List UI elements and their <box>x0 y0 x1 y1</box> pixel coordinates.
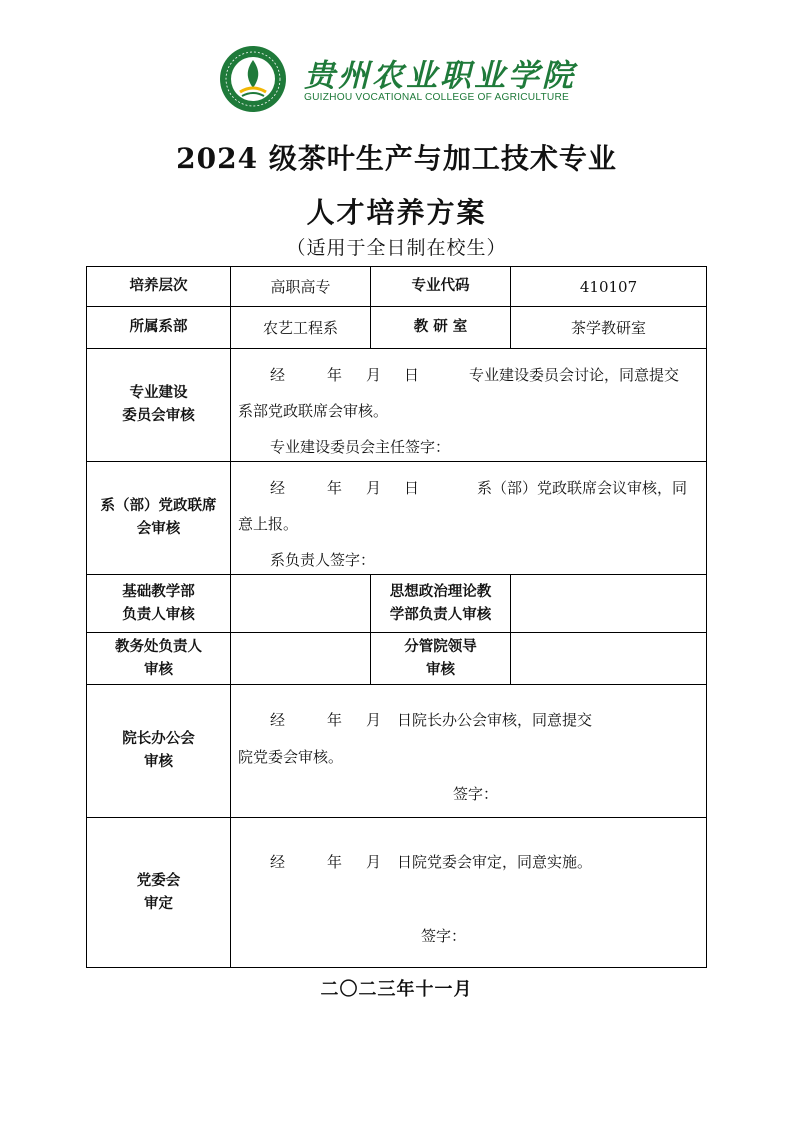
party-committee-label <box>87 818 231 967</box>
committee-label-line1: 专业建设 <box>129 385 188 401</box>
dept-meeting-yue: 月 <box>366 479 382 497</box>
committee-text-line2: 系部党政联席会审核。 <box>238 402 389 420</box>
president-sign: 签字： <box>453 785 499 803</box>
level-value: 高职高专 <box>231 267 371 307</box>
basic-dept-label-line1: 基础教学部 <box>122 583 195 600</box>
ideology-dept-label-line1: 思想政治理论教 <box>389 583 492 600</box>
party-yue: 月 <box>366 853 382 871</box>
academic-affairs-sign-cell[interactable] <box>231 633 371 685</box>
committee-nian: 年 <box>327 366 343 384</box>
vice-president-label-line1: 分管院领导 <box>404 638 477 655</box>
approval-form-table <box>86 266 707 968</box>
ideology-dept-sign-cell[interactable] <box>511 575 706 633</box>
dept-meeting-text-line2: 意上报。 <box>238 515 299 533</box>
document-subtitle: （适用于全日制在校生） <box>286 237 507 259</box>
president-text-line2: 院党委会审核。 <box>238 748 344 766</box>
school-name-cn: 贵州农业职业学院 <box>304 58 576 94</box>
committee-ri: 日 <box>404 366 420 384</box>
dept-meeting-label-line1: 系（部）党政联席 <box>100 498 217 514</box>
office-label: 教 研 室 <box>371 307 511 349</box>
party-committee-label-line2: 审定 <box>144 895 173 912</box>
party-text-line1: 日院党委会审定，同意实施。 <box>397 853 593 871</box>
party-nian: 年 <box>327 853 343 871</box>
vice-president-label <box>371 633 511 685</box>
dept-meeting-sign: 系负责人签字： <box>270 551 376 569</box>
committee-label <box>87 349 231 462</box>
vice-president-sign-cell[interactable] <box>511 633 706 685</box>
president-nian: 年 <box>327 711 343 729</box>
president-meeting-review-cell <box>231 685 706 818</box>
level-label: 培养层次 <box>87 267 231 307</box>
dept-meeting-label <box>87 462 231 575</box>
dept-meeting-text-line1: 系（部）党政联席会议审核，同 <box>477 479 688 497</box>
dept-meeting-nian: 年 <box>327 479 343 497</box>
ideology-dept-label-line2: 学部负责人审核 <box>389 606 492 623</box>
dept-meeting-review-cell <box>231 462 706 575</box>
dept-meeting-ri: 日 <box>404 479 420 497</box>
basic-dept-label-line2: 负责人审核 <box>122 606 195 623</box>
dept-meeting-label-line2: 会审核 <box>136 521 181 537</box>
president-meeting-label <box>87 685 231 818</box>
basic-dept-sign-cell[interactable] <box>231 575 371 633</box>
president-meeting-label-line2: 审核 <box>144 754 173 770</box>
committee-text-line1: 专业建设委员会讨论，同意提交 <box>469 366 680 384</box>
president-jing: 经 <box>270 711 286 729</box>
academic-affairs-label-line2: 审核 <box>144 661 173 678</box>
committee-jing: 经 <box>270 366 286 384</box>
committee-sign: 专业建设委员会主任签字： <box>270 438 451 456</box>
school-seal-icon <box>218 44 288 114</box>
ideology-dept-label <box>371 575 511 633</box>
party-sign: 签字： <box>421 927 467 945</box>
school-logo <box>218 44 578 114</box>
academic-affairs-label <box>87 633 231 685</box>
document-title: 2024 级茶叶生产与加工技术专业 <box>176 142 617 175</box>
vice-president-label-line2: 审核 <box>426 661 455 678</box>
president-meeting-label-line1: 院长办公会 <box>122 731 195 747</box>
party-committee-review-cell <box>231 818 706 967</box>
school-name-en: GUIZHOU VOCATIONAL COLLEGE OF AGRICULTURE <box>304 92 569 103</box>
party-jing: 经 <box>270 853 286 871</box>
committee-label-line2: 委员会审核 <box>122 408 195 424</box>
president-yue: 月 <box>366 711 382 729</box>
basic-dept-label <box>87 575 231 633</box>
academic-affairs-label-line1: 教务处负责人 <box>115 638 202 655</box>
dept-value: 农艺工程系 <box>231 307 371 349</box>
code-label: 专业代码 <box>371 267 511 307</box>
document-title-line2: 人才培养方案 <box>306 196 487 229</box>
party-committee-label-line1: 党委会 <box>136 872 181 889</box>
dept-meeting-jing: 经 <box>270 479 286 497</box>
code-value: 410107 <box>511 267 706 307</box>
dept-label: 所属系部 <box>87 307 231 349</box>
president-text-line1: 日院长办公会审核，同意提交 <box>397 711 593 729</box>
committee-yue: 月 <box>366 366 382 384</box>
committee-review-cell <box>231 349 706 462</box>
document-date: 二〇二三年十一月 <box>320 979 473 1000</box>
office-value: 茶学教研室 <box>511 307 706 349</box>
